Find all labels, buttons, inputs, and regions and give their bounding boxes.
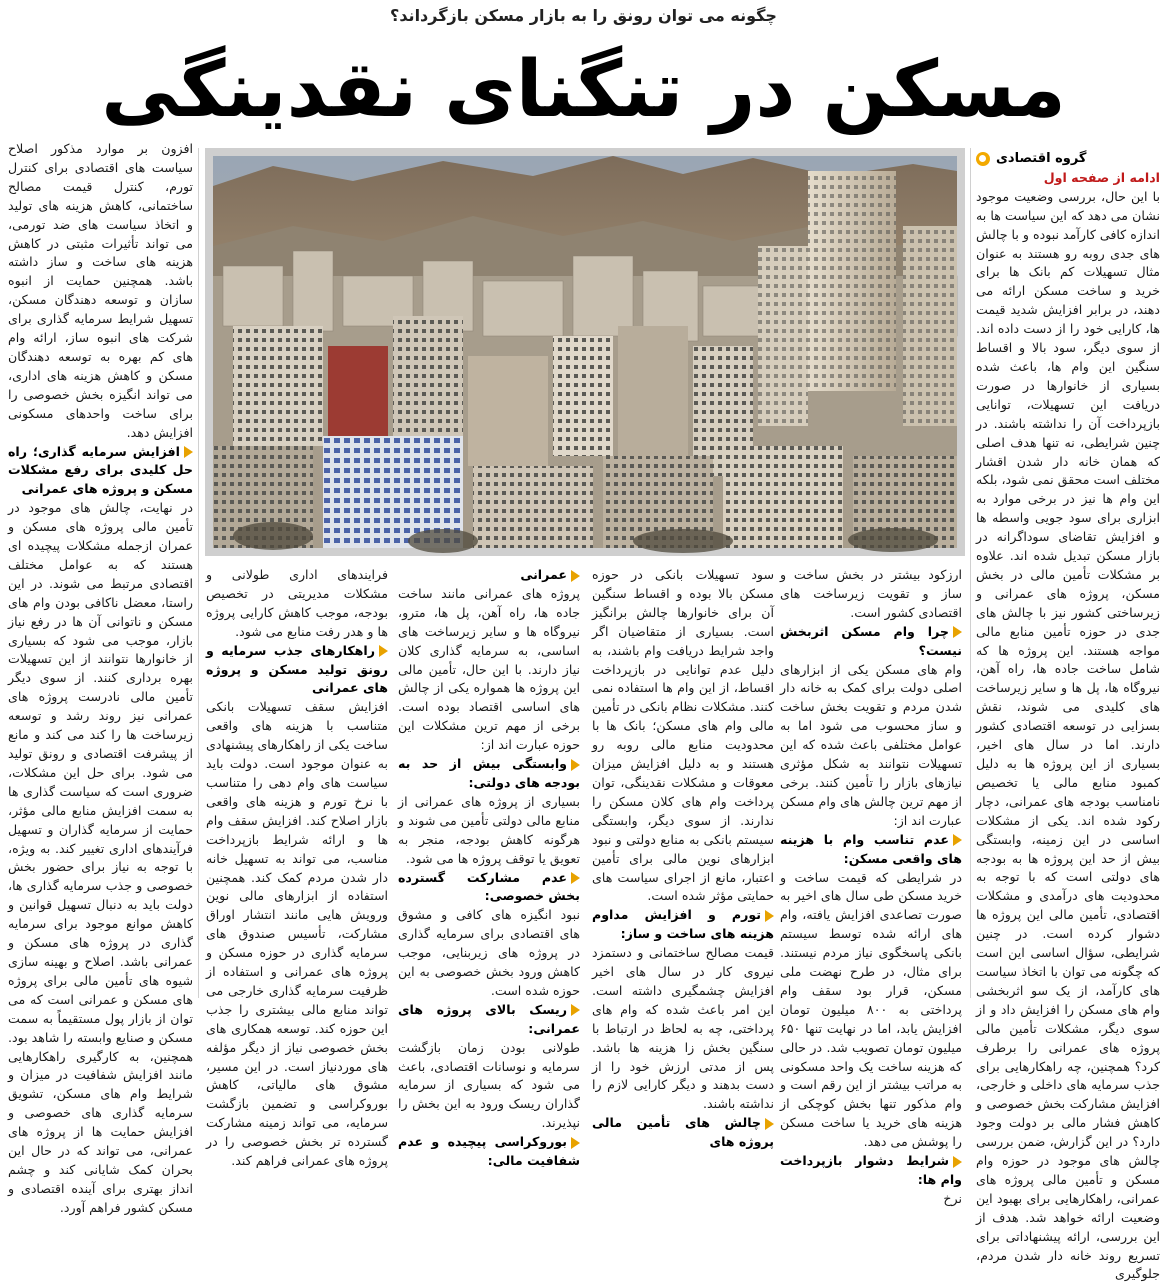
paragraph: فرایندهای اداری طولانی و مشکلات مدیریتی در تخصیص بودجه، موجب کاهش کارایی پروژه ها و هدر رفت منابع می شود.	[206, 567, 388, 639]
subheading: راهکارهای جذب سرمایه و رونق تولید مسکن و پروژه های عمرانی	[206, 642, 388, 699]
column-5	[206, 566, 388, 1169]
paragraph: طولانی بودن زمان بازگشت سرمایه و نوسانات اقتصادی، باعث می شود که بسیاری از سرمایه گذاران ریسک ورود به این بخش را نپذیرند.	[398, 1039, 580, 1131]
subheading: چالش های تأمین مالی پروژه های	[592, 1114, 774, 1152]
kicker: چگونه می توان رونق را به بازار مسکن بازگرداند؟	[390, 6, 777, 25]
subheading: تورم و افزایش مداوم هزینه های ساخت و ساز:	[592, 906, 774, 944]
paragraph: در شرایطی که قیمت ساخت و خرید مسکن طی سال های اخیر به صورت تصاعدی افزایش یافته، وام های ارائه شده توسط سیستم بانکی پاسخگوی نیاز مردم نیستند. برای مثال، در طرح نهضت ملی مسکن، قرار بود سقف وام پرداختی به ۸۰۰ میلیون تومان افزایش یابد، اما در نهایت تنها ۶۵۰ میلیون تومان تصویب شد. در حالی که هزینه ساخت یک واحد مسکونی به مراتب بیشتر از این رقم است و وام مذکور تنها بخش کوچکی از هزینه های خرید یا ساخت مسکن را پوشش می دهد.	[780, 869, 962, 1150]
column-divider	[970, 148, 971, 998]
paragraph: بسیاری از پروژه های عمرانی از منابع مالی دولتی تأمین می شوند و هرگونه کاهش بودجه، منجر به تعویق یا توقف پروژه ها می شود.	[398, 793, 580, 866]
paragraph: ارزکود بیشتر در بخش ساخت و ساز و تقویت زیرساخت های اقتصادی کشور است.	[780, 567, 962, 620]
column-left	[8, 140, 193, 1215]
paragraph: قیمت مصالح ساختمانی و دستمزد نیروی کار در سال های اخیر افزایش چشمگیری داشته است. این امر باعث شده که وام های پرداختی، چه به لحاظ در ارتباط با سنگین بخش زا هزینه ها باشد. پس از مدتی ارزش خود را از دست بدهند و دیگر کارایی لازم را نداشته باشند.	[592, 945, 774, 1112]
column-3	[592, 566, 774, 1150]
column-right	[976, 150, 1160, 1282]
subheading: عدم مشارکت گسترده بخش خصوصی:	[398, 869, 580, 907]
byline-text: گروه اقتصادی	[996, 151, 1087, 166]
byline	[976, 150, 1160, 169]
column-divider	[198, 148, 199, 998]
column-4	[398, 566, 580, 1169]
article-photo	[205, 148, 965, 556]
paragraph: سود تسهیلات بانکی در حوزه مسکن بالا بوده و اقساط سنگین آن برای خانوارها چالش برانگیز است. بسیاری از متقاضیان اگر واجد شرایط دریافت وام باشند، به دلیل عدم توانایی در بازپرداخت اقساط، از این وام ها استفاده نمی کنند. مشکلات نظام بانکی در تأمین مالی وام های مسکن؛ بانک ها با محدودیت منابع مالی روبه رو هستند و به دلیل افزایش میزان معوقات و مشکلات نقدینگی، توان پرداخت وام های کلان مسکن را ندارند. از سوی دیگر، وابستگی سیستم بانکی به منابع دولتی و نبود ابزارهای نوین مالی برای تأمین اعتبار، مانع از اجرای سیاست های حمایتی مؤثر شده است.	[592, 567, 774, 904]
subheading: چرا وام مسکن اثربخش نیست؟	[780, 623, 962, 661]
subheading: عمرانی	[398, 566, 580, 585]
section-logo-icon	[976, 152, 990, 166]
subheading: افزایش سرمایه گذاری؛ راه حل کلیدی برای رفع مشکلات مسکن و پروژه های عمرانی	[8, 443, 193, 500]
paragraph: افزایش سقف تسهیلات بانکی متناسب با هزینه های واقعی ساخت یکی از راهکارهای پیشنهادی به عنوان موجود است. دولت باید سیاست های وام دهی را متناسب با نرخ تورم و هزینه های واقعی بازار اصلاح کند. افزایش سقف وام ها و ارائه شرایط بازپرداخت مناسب، می تواند به تسهیل خانه دار شدن مردم کمک کند. همچنین استفاده از ابزارهای مالی نوین ورویش هایی مانند انتشار اوراق مشارکت، تأسیس صندوق های سرمایه گذاری در حوزه مسکن و پروژه های عمرانی و استفاده از ظرفیت سرمایه گذاری خارجی می تواند منابع مالی بیشتری را جذب این حوزه کند. توسعه همکاری های بخش خصوصی نیاز از دیگر مؤلفه های موردنیاز است. در این مسیر، مشوق های مالیاتی، کاهش بوروکراسی و تضمین بازگشت سرمایه، می تواند زمینه مشارکت گسترده تر بخش خصوصی را در پروژه های عمرانی فراهم کند.	[206, 699, 388, 1169]
paragraph: وام های مسکن یکی از ابزارهای اصلی دولت برای کمک به خانه دار شدن مردم و تقویت بخش ساخت و ساز محسوب می شود اما به عوامل مختلفی باعث شده که این تسهیلات نتوانند به شکل مؤثری نیازهای بازار را تأمین کنند. برخی از مهم ترین چالش های وام مسکن عبارت اند از:	[780, 661, 962, 828]
paragraph: پروژه های عمرانی مانند ساخت جاده ها، راه آهن، پل ها، مترو، نیروگاه ها و سایر زیرساخت های اساسی، به سرمایه گذاری کلان نیاز دارند. با این حال، تأمین مالی این پروژه ها همواره یکی از چالش های اساسی اقتصاد بوده است. برخی از مهم ترین مشکلات این حوزه عبارت اند از:	[398, 585, 580, 753]
headline: مسکن در تنگنای نقدینگی	[101, 45, 1066, 135]
paragraph: افزون بر موارد مذکور اصلاح سیاست های اقتصادی برای کنترل تورم، کنترل قیمت مصالح ساختمانی، کاهش هزینه های تولید و اتخاذ سیاست های ضد تورمی، می تواند تأثیرات مثبتی در کاهش هزینه های ساخت و ساز داشته باشد. همچنین حمایت از انبوه سازان و توسعه دهندگان مسکن، تسهیل شرایط سرمایه گذاری برای شرکت های انبوه ساز، ارائه وام های کم بهره به توسعه دهندگان مسکن و کاهش هزینه های اداری، می تواند انگیزه بخش خصوصی را برای ساخت واحدهای مسکونی افزایش دهد.	[8, 141, 193, 440]
continued-label: ادامه از صفحه اول	[1043, 169, 1160, 185]
subheading: بوروکراسی پیچیده و عدم شفافیت مالی:	[398, 1133, 580, 1171]
subheading: ریسک بالای پروژه های عمرانی:	[398, 1001, 580, 1039]
paragraph: در نهایت، چالش های موجود در تأمین مالی پروژه های مسکن و عمران ازجمله مشکلات پیچیده ای هستند که به عوامل مختلف اقتصادی مرتبط می شوند. در این راستا، معضل ناکافی بودن وام های مسکن و ناتوانی آن ها در رفع نیاز بازار، موجب می شود که بسیاری از خانوارها نتوانند از این تسهیلات بهره برداری کنند. از سوی دیگر تأمین مالی نادرست پروژه های عمرانی نیز روند رشد و توسعه زیرساخت ها را کند می کند و مانع از پیشرفت اقتصادی و رونق تولید می شود. برای حل این مشکلات، ضروری است که سیاست گذاری ها به سمت افزایش منابع مالی مؤثر، حمایت از سرمایه گذاران و تسهیل فرآیندهای اداری تغییر کند. به ویژه، با توجه به نیاز برای حضور بخش خصوصی و جذب سرمایه گذاری ها، دولت باید به دنبال تسهیل قوانین و کاهش موانع موجود برای سرمایه گذاری در پروژه های مسکن و عمرانی باشد. اصلاح و بهینه سازی شیوه های تأمین مالی برای پروژه های مسکن و عمرانی است که می توان از بازار پول مستقیماً به سمت مسکن و صنایع وابسته را شاهد بود. همچنین، به کارگیری راهکارهایی مانند افزایش شفافیت در میزان و شرایط وام های مسکن، تشویق سرمایه گذاری های خصوصی و افزایش حمایت ها از پروژه های عمرانی، می تواند که در حال این بحران کمک شایانی کند و چشم انداز بهتری برای آینده اقتصادی و مسکن کشور فراهم آورد.	[8, 500, 193, 1215]
subheading: شرایط دشوار بازپرداخت وام ها:	[780, 1152, 962, 1190]
paragraph: نبود انگیزه های کافی و مشوق های اقتصادی برای سرمایه گذاری در پروژه های زیربنایی، موجب کاهش ورود بخش خصوصی به این حوزه شده است.	[398, 907, 580, 998]
subheading: وابستگی بیش از حد به بودجه های دولتی:	[398, 755, 580, 793]
paragraph: با این حال، بررسی وضعیت موجود نشان می دهد که این سیاست ها به اندازه کافی کارآمد نبوده و با چالش های جدی روبه رو هستند به عنوان مثال تسهیلات کم بانک ها برای خرید و ساخت مسکن ارائه می دهند، در برابر افزایش شدید قیمت ها، کارایی خود را از دست داده اند. از سوی دیگر، سود بالا و اقساط سنگین این وام ها، باعث شده بسیاری از خانوارها در صورت دریافت این تسهیلات، توانایی بازپرداخت آن را نداشته باشند. در چنین شرایطی، نه تنها هدف اصلی که همان خانه دار شدن اقشار مختلف است محقق نمی شود، بلکه این وام ها نیز در برخی موارد به ابزاری برای سود جویی واسطه ها و افزایش تقاضای سوداگرانه در بازار مسکن تبدیل شده اند. علاوه بر مشکلات تأمین مالی در بخش مسکن، پروژه های عمرانی و زیرساختی کشور نیز با چالش های جدی در حوزه تأمین منابع مالی مواجه هستند. این پروژه ها که شامل ساخت جاده ها، راه آهن، نیروگاه ها، پل ها و سایر زیرساخت های کلیدی می شوند، نقش بسزایی در توسعه اقتصادی کشور دارند. اما در سال های اخیر، بسیاری از این پروژه ها به دلیل کمبود منابع مالی یا تخصیص نامناسب بودجه های عمرانی، دچار رکود شده اند. یکی از مشکلات اساسی در این زمینه، وابستگی بیش از حد این پروژه ها به بودجه های دولتی است که با توجه به محدودیت های درآمدی و مشکلات اقتصادی، تأمین مالی این پروژه ها دشوار کرده است. در چنین شرایطی، سؤال اساسی این است که چگونه می توان با اتخاذ سیاست های کارآمد، از یک سو اثربخشی وام های مسکن را افزایش داد و از سوی دیگر، مشکلات تأمین مالی پروژه های عمرانی را برطرف کرد؟ همچنین، چه راهکارهایی برای جذب سرمایه های داخلی و خارجی، افزایش مشارکت بخش خصوصی و کاهش فشار مالی بر دولت وجود دارد؟ در این گزارش، ضمن بررسی چالش های موجود در حوزه وام مسکن و تأمین مالی پروژه های عمرانی، راهکارهایی برای بهبود این وضعیت ارائه خواهد شد. هدف از این بررسی، ارائه پیشنهاداتی برای تسریع روند خانه دار شدن مردم، جلوگیری	[976, 188, 1160, 1282]
paragraph: نرخ	[943, 1190, 962, 1206]
subheading: عدم تناسب وام با هزینه های واقعی مسکن:	[780, 831, 962, 869]
city-photo	[213, 156, 957, 548]
column-2	[780, 566, 962, 1206]
